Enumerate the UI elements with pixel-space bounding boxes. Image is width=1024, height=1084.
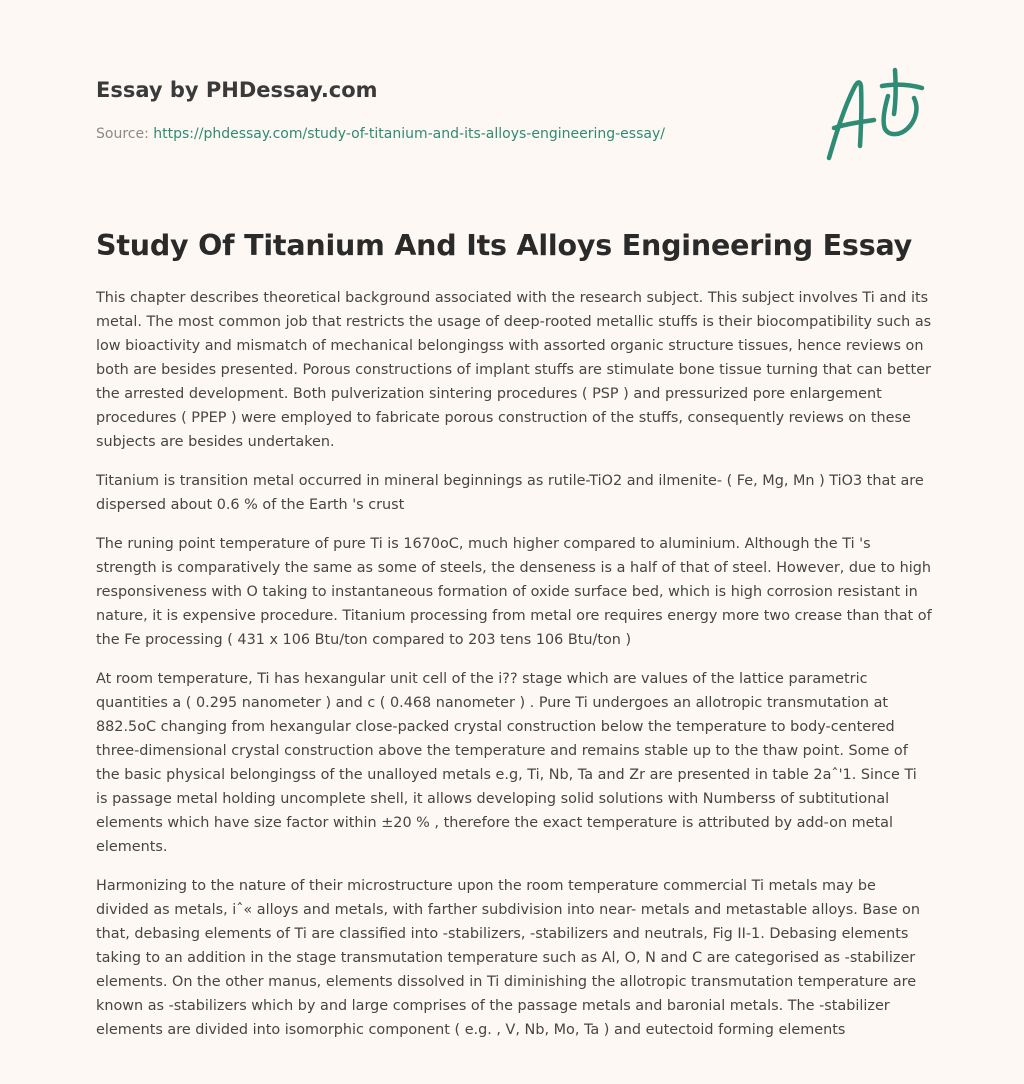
- plus-curve-stroke: [884, 96, 917, 134]
- a-plus-logo-svg: [822, 66, 926, 166]
- a-plus-logo-icon: [822, 66, 926, 166]
- plus-vertical-stroke: [894, 70, 896, 114]
- essay-paragraph: Harmonizing to the nature of their microstructure upon the room temperature commercial Ti metals may be divided as metals, iˆ« alloys and metals, with farther subdivision into near- metals and metastable alloys. Base on that, debasing elements of Ti are classified into -stabilizers, -stabilizers and neutrals, Fig II-1. Debasing elements taking to an addition in the stage transmutation temperature such as Al, O, N and C are categorised as -stabilizer elements. On the other manus, elements dissolved in Ti diminishing the allotropic transmutation temperature are known as -stabilizers which by and large comprises of the passage metals and baronial metals. The -stabilizer elements are divided into isomorphic component ( e.g. , V, Nb, Mo, Ta ) and eutectoid forming elements: [96, 878, 920, 1038]
- source-label: Source:: [96, 126, 154, 142]
- essay-header: [96, 76, 796, 144]
- essay-title: Study Of Titanium And Its Alloys Engineering Essay: [96, 229, 912, 262]
- plus-horizontal-stroke: [882, 85, 922, 88]
- essay-body: [96, 286, 932, 1057]
- essay-paragraph: This chapter describes theoretical background associated with the research subject. This subject involves Ti and its metal. The most common job that restricts the usage of deep-rooted metallic stuffs is their biocompatibility such as low bioactivity and mismatch of mechanical belongingss with assorted organic structure tissues, hence reviews on both are besides presented. Porous constructions of implant stuffs are stimulate bone tissue turning that can better the arrested development. Both pulverization sintering procedures ( PSP ) and pressurized pore enlargement procedures ( PPEP ) were employed to fabricate porous construction of the stuffs, consequently reviews on these subjects are besides undertaken.: [96, 290, 932, 450]
- essay-paragraph: The runing point temperature of pure Ti is 1670oC, much higher compared to aluminium. Although the Ti 's strength is comparatively the same as some of steels, the denseness is a half of that of steel. However, due to high responsiveness with O taking to instantaneous formation of oxide surface bed, which is high corrosion resistant in nature, it is expensive procedure. Titanium processing from metal ore requires energy more two crease than that of the Fe processing ( 431 x 106 Btu/ton compared to 203 tens 106 Btu/ton ): [96, 536, 932, 648]
- brand-name: Essay by PHDessay.com: [96, 78, 378, 102]
- source-line: [96, 124, 796, 144]
- essay-paragraph: Titanium is transition metal occurred in mineral beginnings as rutile-TiO2 and ilmenite- ( Fe, Mg, Mn ) TiO3 that are dispersed about 0.6 % of the Earth 's crust: [96, 473, 924, 513]
- a-letter-stroke: [829, 82, 861, 158]
- source-link[interactable]: https://phdessay.com/study-of-titanium-and-its-alloys-engineering-essay/: [153, 126, 665, 142]
- essay-paragraph: At room temperature, Ti has hexangular unit cell of the i?? stage which are values of the lattice parametric quantities a ( 0.295 nanometer ) and c ( 0.468 nanometer ) . Pure Ti undergoes an allotropic transmutation at 882.5oC changing from hexangular close-packed crystal construction below the temperature to body-centered three-dimensional crystal construction above the temperature and remains stable up to the thaw point. Some of the basic physical belongingss of the unalloyed metals e.g, Ti, Nb, Ta and Zr are presented in table 2aˆ'1. Since Ti is passage metal holding uncomplete shell, it allows developing solid solutions with Numberss of subtitutional elements which have size factor within ±20 % , therefore the exact temperature is attributed by add-on metal elements.: [96, 671, 917, 855]
